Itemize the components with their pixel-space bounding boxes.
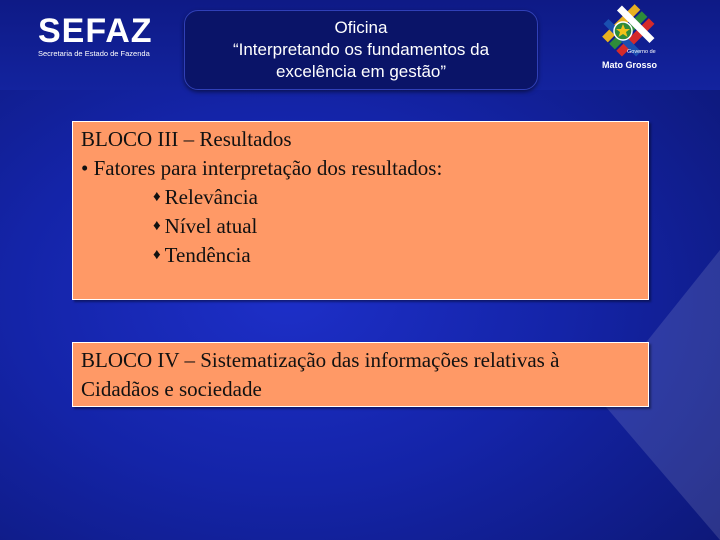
slide-title-box: [184, 10, 538, 90]
diamond-bullet-icon: ♦: [153, 247, 161, 263]
list-item-label: Tendência: [164, 243, 251, 267]
list-item: [81, 212, 640, 241]
block-iv-line-1: BLOCO IV – Sistematização das informações relativas à: [81, 348, 560, 372]
title-line-3: excelência em gestão”: [275, 62, 447, 81]
sefaz-logo: [38, 14, 158, 58]
list-item-label: Relevância: [164, 185, 258, 209]
gov-small-label: Governo de: [627, 49, 656, 55]
block-iii-heading: BLOCO III – Resultados: [81, 127, 292, 151]
block-iii-box: [72, 121, 649, 300]
title-line-2: “Interpretando os fundamentos da: [232, 40, 490, 59]
diamond-bullet-icon: ♦: [153, 218, 161, 234]
list-item: [81, 241, 640, 270]
block-iv-box: [72, 342, 649, 407]
sefaz-logo-text: SEFAZ: [38, 12, 153, 50]
block-iii-bullet: • Fatores para interpretação dos resultados:: [81, 156, 443, 180]
diamond-bullet-icon: ♦: [153, 189, 161, 205]
title-line-1: Oficina: [334, 18, 388, 37]
sefaz-subtitle: Secretaria de Estado de Fazenda: [38, 49, 150, 58]
list-item: [81, 183, 640, 212]
block-iv-line-2: Cidadãos e sociedade: [81, 377, 262, 401]
list-item-label: Nível atual: [164, 214, 258, 238]
gov-name-label: Mato Grosso: [602, 60, 658, 70]
